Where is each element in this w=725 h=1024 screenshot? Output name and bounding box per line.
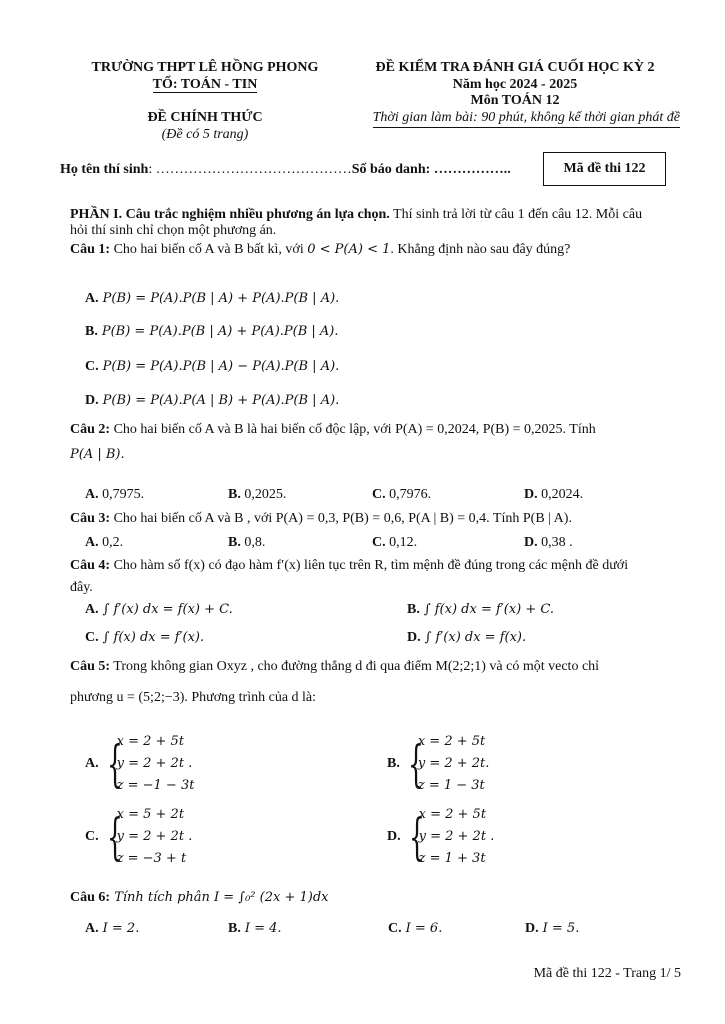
exam-title: ĐỀ KIỂM TRA ĐÁNH GIÁ CUỐI HỌC KỲ 2: [375, 60, 655, 75]
q2-d-key: D.: [524, 487, 538, 502]
q5-d-key: D.: [387, 829, 401, 844]
q5-c-end: .: [188, 829, 193, 844]
q3-option-a[interactable]: [85, 535, 123, 551]
name-dots: : ……………………………………: [148, 162, 352, 177]
q6-c-text: I = 6.: [405, 921, 443, 936]
exam-time-text: Thời gian làm bài: 90 phút, không kể thời gian phát đề: [373, 110, 680, 128]
q5-b-end: .: [485, 756, 490, 771]
q4-d-key: D.: [407, 630, 421, 645]
q3-label: Câu 3:: [70, 511, 111, 526]
q2-a-key: A.: [85, 487, 99, 502]
part1-heading: [70, 207, 642, 223]
q5-a-line2-row: [117, 753, 195, 775]
q1-c-key: C.: [85, 359, 99, 374]
q6-label: Câu 6:: [70, 890, 111, 905]
q3-option-b[interactable]: [228, 535, 265, 551]
q1-c-text: P(B) = P(A).P(B | A) − P(A).P(B | A).: [102, 359, 340, 374]
q2-c-key: C.: [372, 487, 386, 502]
q5-a-system: [117, 731, 195, 797]
department: [80, 77, 330, 93]
q5-c-line2-row: [117, 826, 193, 848]
subject: Môn TOÁN 12: [470, 93, 560, 108]
q6-c-key: C.: [388, 921, 402, 936]
q5-c-line2: y = 2 + 2t: [116, 829, 185, 844]
q5-b-brace: {: [407, 735, 424, 793]
name-label: Họ tên thí sinh: [60, 162, 149, 177]
page-footer: Mã đề thi 122 - Trang 1/ 5: [533, 966, 681, 981]
q4-text1: Cho hàm số f(x) có đạo hàm f′(x) liên tục trên R, tìm mệnh đề đúng trong các mệnh đề dưới: [110, 558, 629, 573]
q1-b-text: P(B) = P(A).P(B | A) + P(A).P(B | A).: [101, 324, 339, 339]
q5-d-line1: x = 2 + 5t: [418, 807, 487, 822]
q3-d-text: 0,38 .: [541, 535, 573, 550]
q5-c-line1: x = 5 + 2t: [116, 807, 185, 822]
q6-option-a[interactable]: [85, 919, 139, 937]
q5-d-line2-row: [419, 826, 495, 848]
q1-a-key: A.: [85, 291, 99, 306]
q4-label: Câu 4:: [70, 558, 111, 573]
q1-d-key: D.: [85, 393, 99, 408]
q1-a-text: P(B) = P(A).P(B | A) + P(A).P(B | A).: [102, 291, 340, 306]
department-text: TỔ: TOÁN - TIN: [152, 77, 258, 92]
q5-a-line3: z = −1 − 3t: [116, 778, 195, 793]
q3-stem: [70, 511, 572, 527]
id-dots: ……………..: [433, 162, 511, 177]
q3-text: Cho hai biến cố A và B , với P(A) = 0,3, P(B) = 0,6, P(A | B) = 0,4. Tính P(B | A).: [110, 511, 572, 526]
q4-option-d[interactable]: [407, 628, 526, 646]
q5-c-key: C.: [85, 829, 99, 844]
q5-text1: Trong không gian Oxyz , cho đường thẳng d đi qua điểm M(2;2;1) và có một vecto chỉ: [110, 659, 600, 674]
q5-label: Câu 5:: [70, 659, 111, 674]
q3-c-text: 0,12.: [389, 535, 418, 550]
q2-stem: [70, 422, 596, 438]
q4-b-text: ∫ f(x) dx = f′(x) + C.: [423, 602, 554, 617]
q4-a-text: ∫ f′(x) dx = f(x) + C.: [102, 602, 233, 617]
q1-option-c[interactable]: [85, 357, 339, 375]
q3-option-c[interactable]: [372, 535, 417, 551]
q5-stem: [70, 659, 599, 675]
q2-a-text: 0,7975.: [102, 487, 145, 502]
part1-desc2: hỏi thí sinh chỉ chọn một phương án.: [70, 223, 277, 238]
q6-d-key: D.: [525, 921, 539, 936]
q5-option-c[interactable]: [85, 804, 192, 870]
q3-b-text: 0,8.: [244, 535, 266, 550]
q1-d-text: P(B) = P(A).P(A | B) + P(A).P(B | A).: [102, 393, 340, 408]
official-label: ĐỀ CHÍNH THỨC: [147, 110, 263, 125]
q5-a-line2: y = 2 + 2t: [116, 756, 185, 771]
q5-b-line3: z = 1 − 3t: [417, 778, 485, 793]
q6-d-text: I = 5.: [542, 921, 580, 936]
q5-d-line3: z = 1 + 3t: [418, 851, 486, 866]
q2-option-b[interactable]: [228, 487, 286, 503]
q2-d-text: 0,2024.: [541, 487, 584, 502]
q2-label: Câu 2:: [70, 422, 111, 437]
q2-b-key: B.: [228, 487, 241, 502]
q3-option-d[interactable]: [524, 535, 573, 551]
q5-d-end: .: [490, 829, 495, 844]
id-label: Số báo danh:: [351, 162, 434, 177]
q4-text2: đây.: [70, 580, 93, 595]
part1-title: PHẦN I. Câu trắc nghiệm nhiều phương án lựa chọn.: [70, 207, 390, 222]
q5-text2: phương u = (5;2;−3). Phương trình của d là:: [70, 690, 317, 705]
q4-a-key: A.: [85, 602, 99, 617]
q5-b-key: B.: [387, 756, 400, 771]
q5-option-d[interactable]: [387, 804, 494, 870]
q2-option-a[interactable]: [85, 487, 144, 503]
exam-code-box: [543, 152, 666, 186]
q3-d-key: D.: [524, 535, 538, 550]
q4-stem: [70, 558, 628, 574]
q4-c-text: ∫ f(x) dx = f′(x).: [102, 630, 205, 645]
q5-d-system: [419, 804, 495, 870]
q5-option-a[interactable]: [85, 731, 194, 797]
q5-a-end: .: [188, 756, 193, 771]
q2-c-text: 0,7976.: [389, 487, 432, 502]
q1-label: Câu 1:: [70, 242, 111, 257]
q5-a-key: A.: [85, 756, 99, 771]
q1-b-key: B.: [85, 324, 98, 339]
q4-d-text: ∫ f′(x) dx = f(x).: [424, 630, 527, 645]
q5-c-line3: z = −3 + t: [116, 851, 187, 866]
q6-stem: [70, 890, 328, 906]
q2-text1: Cho hai biến cố A và B là hai biến cố độc lập, với P(A) = 0,2024, P(B) = 0,2025. Tính: [110, 422, 596, 437]
q4-option-b[interactable]: [407, 600, 554, 618]
q5-c-system: [117, 804, 193, 870]
pages-note: (Đề có 5 trang): [161, 127, 249, 142]
q1-text-a: Cho hai biến cố A và B bất kì, với: [110, 242, 308, 257]
school-year: Năm học 2024 - 2025: [452, 77, 578, 92]
q4-c-key: C.: [85, 630, 99, 645]
q2-b-text: 0,2025.: [244, 487, 287, 502]
q6-option-b[interactable]: [228, 919, 282, 937]
q1-option-b[interactable]: [85, 322, 339, 340]
q5-d-line2: y = 2 + 2t: [418, 829, 487, 844]
q6-a-key: A.: [85, 921, 99, 936]
q6-text: Tính tích phân I = ∫₀² (2x + 1)dx: [110, 890, 329, 905]
q6-a-text: I = 2.: [102, 921, 140, 936]
q3-b-key: B.: [228, 535, 241, 550]
q1-option-d[interactable]: [85, 391, 339, 409]
q3-a-text: 0,2.: [102, 535, 124, 550]
q5-b-system: [418, 731, 490, 797]
part1-desc1: Thí sinh trả lời từ câu 1 đến câu 12. Mỗi câu: [389, 207, 643, 222]
q5-a-brace: {: [106, 735, 123, 793]
q5-b-line2-row: [418, 753, 490, 775]
q1-condition: 0 < P(A) < 1: [307, 242, 391, 257]
q2-text2: P(A | B).: [70, 447, 125, 462]
q1-stem: [70, 242, 570, 258]
q5-b-line2: y = 2 + 2t: [417, 756, 486, 771]
q5-c-brace: {: [106, 808, 123, 866]
q3-a-key: A.: [85, 535, 99, 550]
q6-option-c[interactable]: [388, 919, 442, 937]
q4-b-key: B.: [407, 602, 420, 617]
exam-time: [340, 110, 680, 126]
q6-option-d[interactable]: [525, 919, 579, 937]
school-name: TRƯỜNG THPT LÊ HỒNG PHONG: [91, 60, 319, 75]
q2-option-c[interactable]: [372, 487, 431, 503]
q5-a-line1: x = 2 + 5t: [116, 734, 185, 749]
q4-option-c[interactable]: [85, 628, 204, 646]
q1-text-b: . Khẳng định nào sau đây đúng?: [390, 242, 571, 257]
exam-code-text: Mã đề thi 122: [563, 161, 646, 176]
q6-b-key: B.: [228, 921, 241, 936]
q5-b-line1: x = 2 + 5t: [417, 734, 486, 749]
q1-option-a[interactable]: [85, 289, 339, 307]
q6-b-text: I = 4.: [244, 921, 282, 936]
candidate-line: [60, 162, 511, 178]
q2-option-d[interactable]: [524, 487, 583, 503]
q4-option-a[interactable]: [85, 600, 233, 618]
q3-c-key: C.: [372, 535, 386, 550]
q5-d-brace: {: [408, 808, 425, 866]
q5-option-b[interactable]: [387, 731, 489, 797]
